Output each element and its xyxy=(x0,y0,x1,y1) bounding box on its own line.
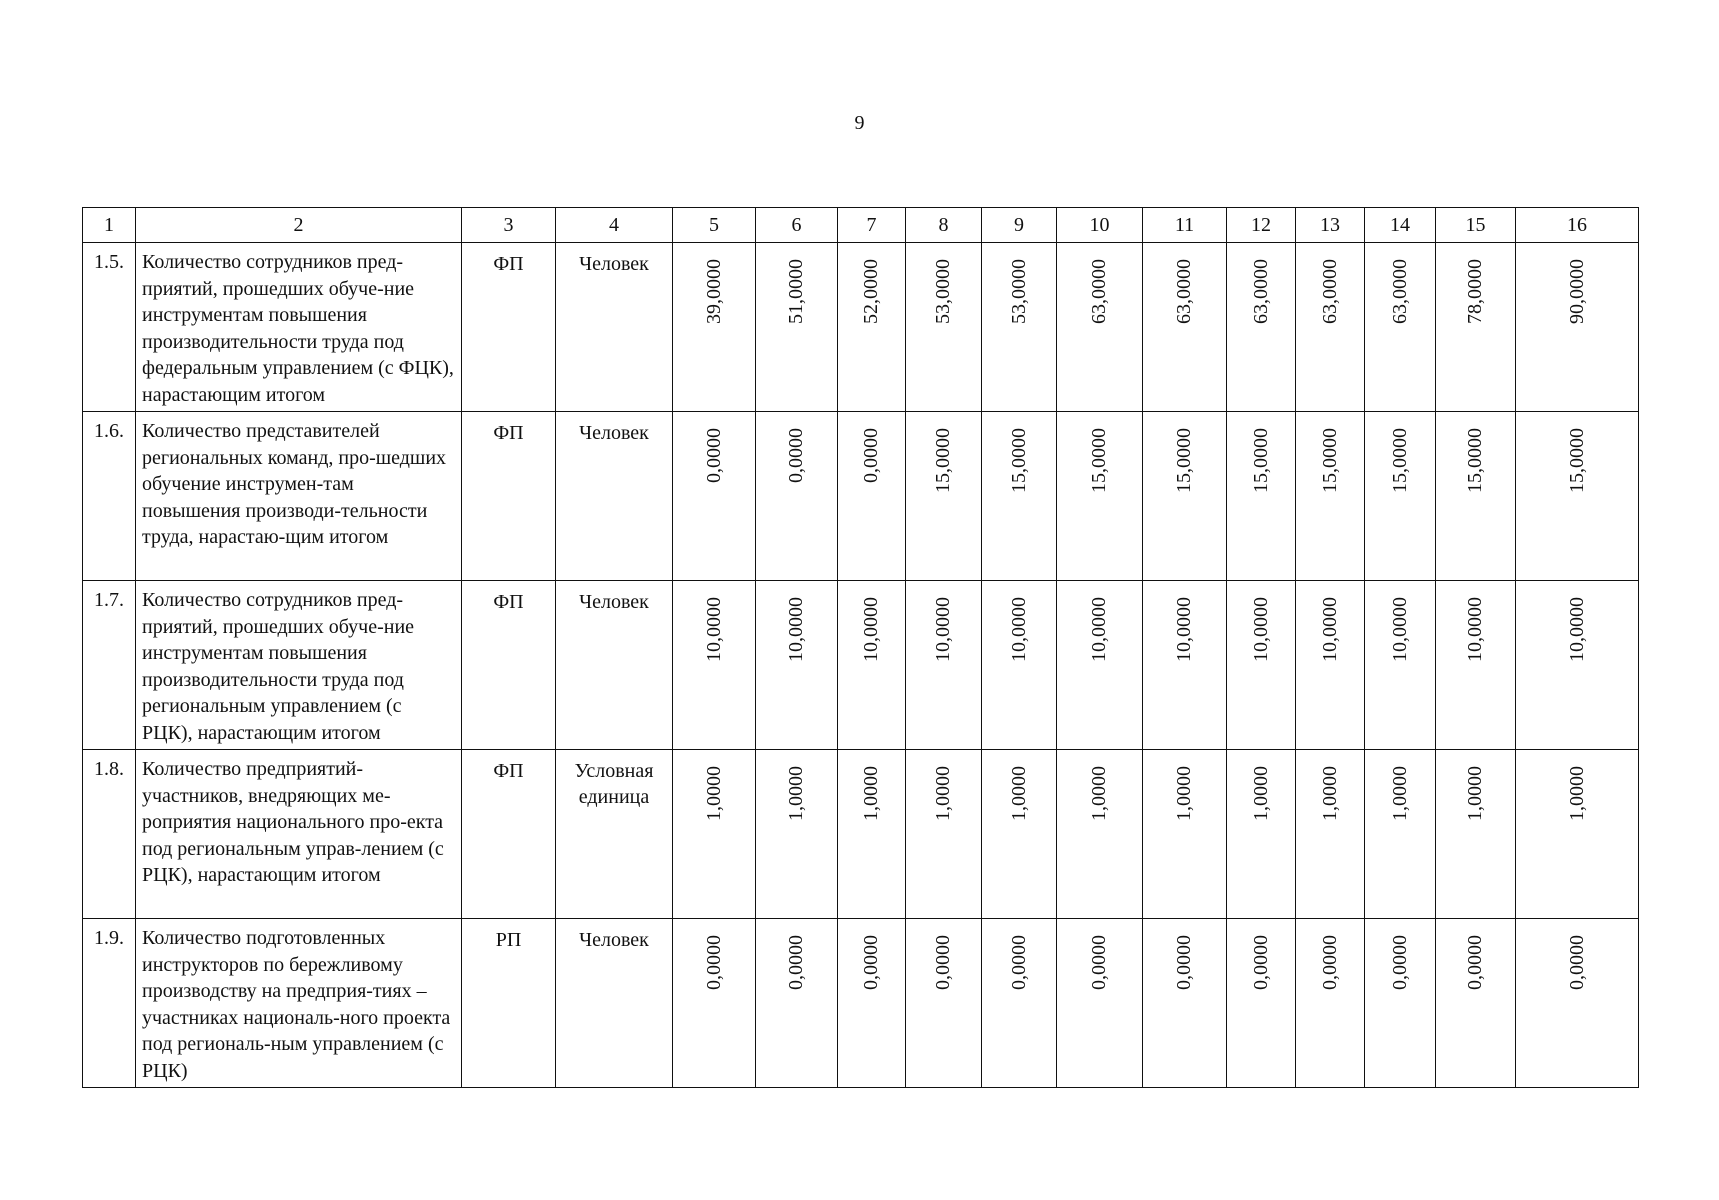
value-text: 10,0000 xyxy=(1088,597,1110,662)
header-cell-4: 4 xyxy=(556,208,673,243)
value-text: 63,0000 xyxy=(1088,259,1110,324)
unit-of-measure: Человек xyxy=(556,412,673,581)
value-text: 15,0000 xyxy=(1007,428,1030,493)
value-cell xyxy=(756,581,838,750)
value-text: 51,0000 xyxy=(785,259,807,324)
header-cell-15: 15 xyxy=(1436,208,1516,243)
value-cell xyxy=(1436,581,1516,750)
value-cell xyxy=(982,243,1057,412)
value-cell xyxy=(1365,243,1436,412)
row-number: 1.8. xyxy=(83,750,136,919)
value-cell xyxy=(906,243,982,412)
value-cell xyxy=(756,412,838,581)
value-cell xyxy=(1296,919,1365,1088)
header-cell-13: 13 xyxy=(1296,208,1365,243)
value-cell xyxy=(1296,581,1365,750)
value-text: 10,0000 xyxy=(1388,597,1411,662)
value-cell xyxy=(1365,412,1436,581)
value-text: 1,0000 xyxy=(932,766,954,821)
header-cell-10: 10 xyxy=(1057,208,1143,243)
value-cell xyxy=(1296,243,1365,412)
value-text: 10,0000 xyxy=(1173,597,1195,662)
value-cell xyxy=(673,919,756,1088)
value-text: 0,0000 xyxy=(1088,935,1110,990)
value-cell xyxy=(982,919,1057,1088)
value-text: 78,0000 xyxy=(1464,259,1486,324)
value-text: 0,0000 xyxy=(702,935,725,990)
value-text: 53,0000 xyxy=(932,259,954,324)
page-number: 9 xyxy=(854,112,865,134)
value-text: 1,0000 xyxy=(1318,766,1341,821)
header-cell-12: 12 xyxy=(1227,208,1296,243)
value-text: 1,0000 xyxy=(702,766,725,821)
value-cell xyxy=(1296,412,1365,581)
project-level: РП xyxy=(462,919,556,1088)
value-cell xyxy=(1143,750,1227,919)
value-text: 15,0000 xyxy=(1565,428,1588,493)
header-cell-3: 3 xyxy=(462,208,556,243)
table-row xyxy=(83,581,1639,750)
value-text: 0,0000 xyxy=(860,935,882,990)
value-cell xyxy=(1227,919,1296,1088)
value-text: 1,0000 xyxy=(1007,766,1030,821)
value-cell xyxy=(1516,919,1639,1088)
header-cell-9: 9 xyxy=(982,208,1057,243)
indicator-name: Количество подготовленных инструкторов по бережливому производству на предприя-тиях – участниках националь-ного проекта под региональ-ным управлением (с РЦК) xyxy=(136,919,462,1088)
value-cell xyxy=(1296,750,1365,919)
value-text: 0,0000 xyxy=(1007,935,1030,990)
value-text: 10,0000 xyxy=(1249,597,1272,662)
value-cell xyxy=(838,412,906,581)
value-cell xyxy=(982,750,1057,919)
indicator-name: Количество сотрудников пред-приятий, прошедших обуче-ние инструментам повышения производительности труда под региональным управлением (с РЦК), нарастающим итогом xyxy=(136,581,462,750)
value-cell xyxy=(1436,412,1516,581)
unit-of-measure: Условная единица xyxy=(556,750,673,919)
value-cell xyxy=(906,412,982,581)
value-text: 0,0000 xyxy=(785,935,807,990)
value-cell xyxy=(838,919,906,1088)
indicator-name: Количество предприятий-участников, внедряющих ме-роприятия национального про-екта под региональным управ-лением (с РЦК), нарастающим итогом xyxy=(136,750,462,919)
value-cell xyxy=(1227,412,1296,581)
value-text: 10,0000 xyxy=(932,597,954,662)
row-number: 1.5. xyxy=(83,243,136,412)
table-row xyxy=(83,243,1639,412)
value-text: 10,0000 xyxy=(1007,597,1030,662)
value-text: 0,0000 xyxy=(785,428,807,483)
value-text: 0,0000 xyxy=(1318,935,1341,990)
header-cell-16: 16 xyxy=(1516,208,1639,243)
value-cell xyxy=(906,919,982,1088)
value-cell xyxy=(1227,581,1296,750)
value-cell xyxy=(838,243,906,412)
value-cell xyxy=(1057,919,1143,1088)
value-cell xyxy=(756,750,838,919)
header-cell-5: 5 xyxy=(673,208,756,243)
value-text: 0,0000 xyxy=(1565,935,1588,990)
value-text: 15,0000 xyxy=(1088,428,1110,493)
project-level: ФП xyxy=(462,750,556,919)
indicator-name: Количество представителей региональных команд, про-шедших обучение инструмен-там повышения производи-тельности труда, нарастаю-щим итогом xyxy=(136,412,462,581)
value-cell xyxy=(1436,919,1516,1088)
value-text: 1,0000 xyxy=(1249,766,1272,821)
value-text: 63,0000 xyxy=(1388,259,1411,324)
value-cell xyxy=(1516,243,1639,412)
value-cell xyxy=(1057,412,1143,581)
value-cell xyxy=(1516,581,1639,750)
value-cell xyxy=(838,750,906,919)
project-level: ФП xyxy=(462,581,556,750)
value-text: 63,0000 xyxy=(1173,259,1195,324)
table-row xyxy=(83,750,1639,919)
value-text: 1,0000 xyxy=(1088,766,1110,821)
unit-of-measure: Человек xyxy=(556,581,673,750)
header-cell-2: 2 xyxy=(136,208,462,243)
value-text: 0,0000 xyxy=(1173,935,1195,990)
header-cell-7: 7 xyxy=(838,208,906,243)
value-cell xyxy=(1143,412,1227,581)
value-cell xyxy=(1227,243,1296,412)
header-row xyxy=(83,208,1639,243)
value-text: 53,0000 xyxy=(1007,259,1030,324)
header-cell-6: 6 xyxy=(756,208,838,243)
value-cell xyxy=(1143,243,1227,412)
value-text: 15,0000 xyxy=(1388,428,1411,493)
value-text: 15,0000 xyxy=(1318,428,1341,493)
value-text: 10,0000 xyxy=(1565,597,1588,662)
value-text: 90,0000 xyxy=(1565,259,1588,324)
value-text: 15,0000 xyxy=(1173,428,1195,493)
header-cell-8: 8 xyxy=(906,208,982,243)
value-cell xyxy=(1057,581,1143,750)
row-number: 1.9. xyxy=(83,919,136,1088)
value-text: 0,0000 xyxy=(1464,935,1486,990)
value-text: 1,0000 xyxy=(785,766,807,821)
value-cell xyxy=(838,581,906,750)
value-text: 0,0000 xyxy=(702,428,725,483)
value-cell xyxy=(1227,750,1296,919)
table-row xyxy=(83,919,1639,1088)
value-text: 52,0000 xyxy=(860,259,882,324)
value-cell xyxy=(1516,750,1639,919)
value-text: 1,0000 xyxy=(1173,766,1195,821)
value-text: 10,0000 xyxy=(1464,597,1486,662)
value-text: 63,0000 xyxy=(1249,259,1272,324)
value-text: 10,0000 xyxy=(860,597,882,662)
project-level: ФП xyxy=(462,412,556,581)
value-cell xyxy=(673,243,756,412)
value-cell xyxy=(1365,919,1436,1088)
value-cell xyxy=(1436,750,1516,919)
header-cell-14: 14 xyxy=(1365,208,1436,243)
value-cell xyxy=(982,581,1057,750)
value-cell xyxy=(1143,581,1227,750)
value-cell xyxy=(982,412,1057,581)
value-text: 10,0000 xyxy=(1318,597,1341,662)
value-text: 1,0000 xyxy=(1565,766,1588,821)
value-text: 0,0000 xyxy=(932,935,954,990)
value-cell xyxy=(673,581,756,750)
value-text: 1,0000 xyxy=(1388,766,1411,821)
indicator-name: Количество сотрудников пред-приятий, прошедших обуче-ние инструментам повышения производительности труда под федеральным управлением (с ФЦК), нарастающим итогом xyxy=(136,243,462,412)
value-text: 0,0000 xyxy=(1249,935,1272,990)
value-cell xyxy=(1365,581,1436,750)
value-cell xyxy=(906,750,982,919)
value-text: 10,0000 xyxy=(702,597,725,662)
indicators-table xyxy=(82,207,1639,1088)
value-cell xyxy=(906,581,982,750)
value-cell xyxy=(1143,919,1227,1088)
value-cell xyxy=(1365,750,1436,919)
row-number: 1.6. xyxy=(83,412,136,581)
value-text: 63,0000 xyxy=(1318,259,1341,324)
value-cell xyxy=(673,750,756,919)
unit-of-measure: Человек xyxy=(556,243,673,412)
row-number: 1.7. xyxy=(83,581,136,750)
header-cell-11: 11 xyxy=(1143,208,1227,243)
value-cell xyxy=(1057,243,1143,412)
value-text: 0,0000 xyxy=(860,428,882,483)
project-level: ФП xyxy=(462,243,556,412)
value-text: 10,0000 xyxy=(785,597,807,662)
table-row xyxy=(83,412,1639,581)
value-text: 15,0000 xyxy=(1464,428,1486,493)
value-cell xyxy=(756,243,838,412)
value-cell xyxy=(1516,412,1639,581)
value-cell xyxy=(756,919,838,1088)
value-cell xyxy=(1057,750,1143,919)
value-cell xyxy=(1436,243,1516,412)
value-text: 15,0000 xyxy=(932,428,954,493)
unit-of-measure: Человек xyxy=(556,919,673,1088)
value-text: 15,0000 xyxy=(1249,428,1272,493)
value-text: 0,0000 xyxy=(1388,935,1411,990)
value-cell xyxy=(673,412,756,581)
header-cell-1: 1 xyxy=(83,208,136,243)
value-text: 1,0000 xyxy=(860,766,882,821)
value-text: 1,0000 xyxy=(1464,766,1486,821)
value-text: 39,0000 xyxy=(702,259,725,324)
